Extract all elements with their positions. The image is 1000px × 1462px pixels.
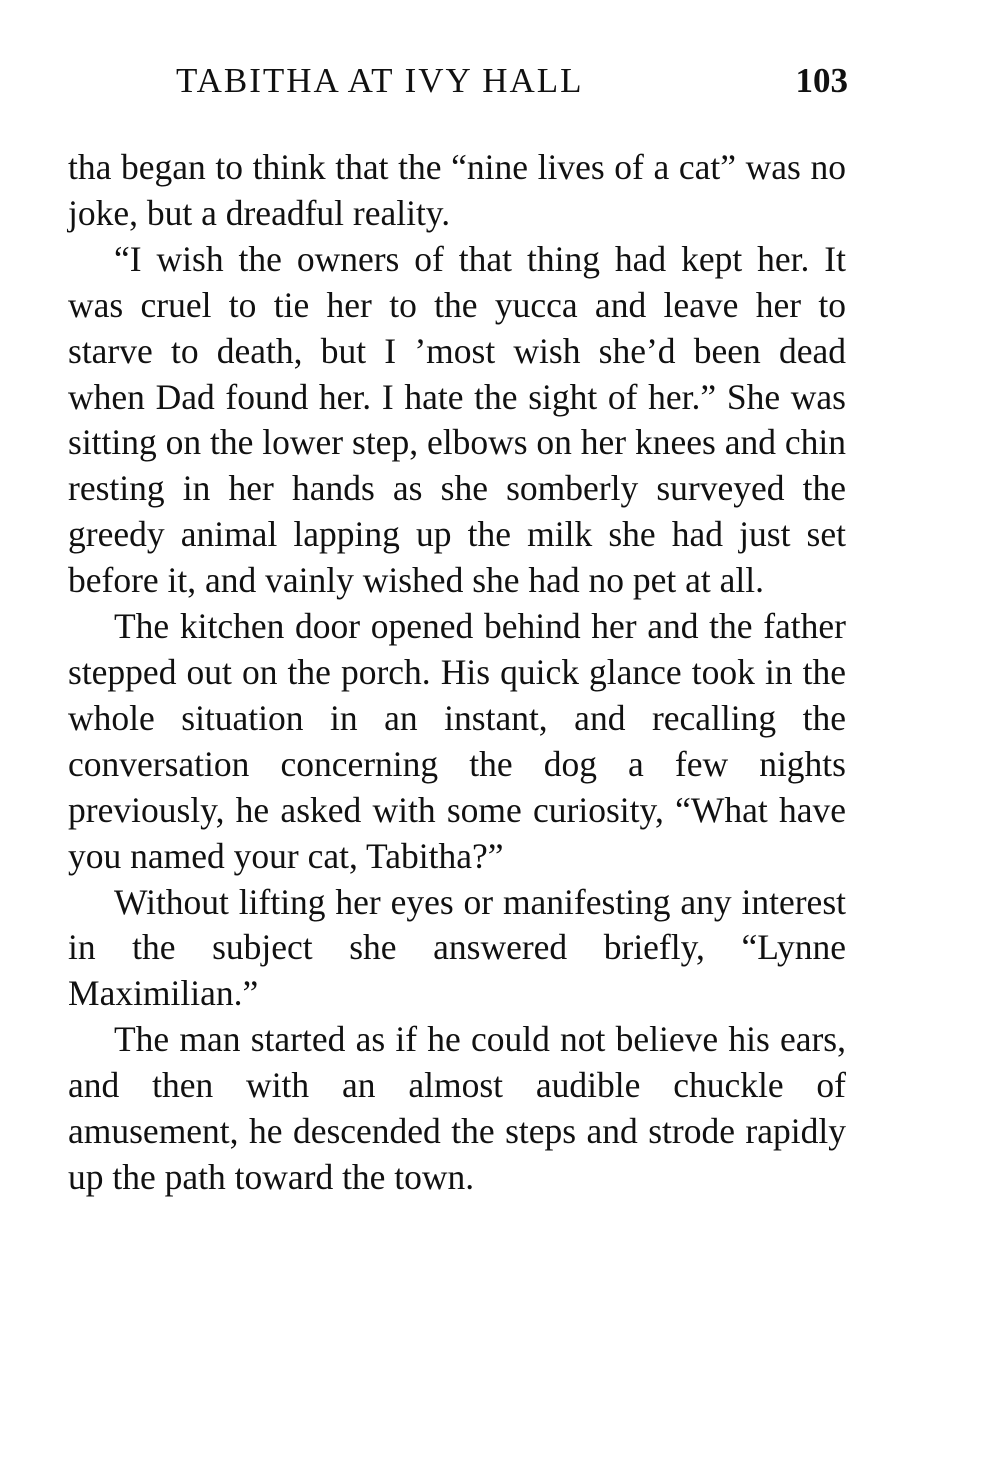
paragraph: The kitchen door opened behind her and the father stepped out on the porch. His quick glance took in the whole situation in an instant, and recalling the conversation concerning the dog a few nights previously, he asked with some curiosity, “What have you named your cat, Tabitha?”: [68, 606, 846, 876]
paragraph: Without lifting her eyes or manifesting any interest in the subject she answered briefly, “Lynne Maximilian.”: [68, 881, 846, 1014]
paragraph-continued: tha began to think that the “nine lives of a cat” was no joke, but a dreadful reality.: [68, 147, 846, 233]
page-number: 103: [795, 61, 848, 100]
running-head: [176, 56, 848, 106]
paragraph: “I wish the owners of that thing had kept her. It was cruel to tie her to the yucca and leave her to starve to death, but I ’most wish she’d been dead when Dad found her. I hate the sight of her.” She was sitting on the lower step, elbows on her knees and chin resting in her hands as she somberly surveyed the greedy animal lapping up the milk she had just set before it, and vainly wished she had no pet at all.: [68, 238, 846, 601]
body-text: [68, 145, 846, 1201]
paragraph: The man started as if he could not believe his ears, and then with an almost audible chuckle of amusement, he descended the steps and strode rapidly up the path toward the town.: [68, 1019, 846, 1197]
running-head-title: TABITHA AT IVY HALL: [176, 61, 584, 100]
